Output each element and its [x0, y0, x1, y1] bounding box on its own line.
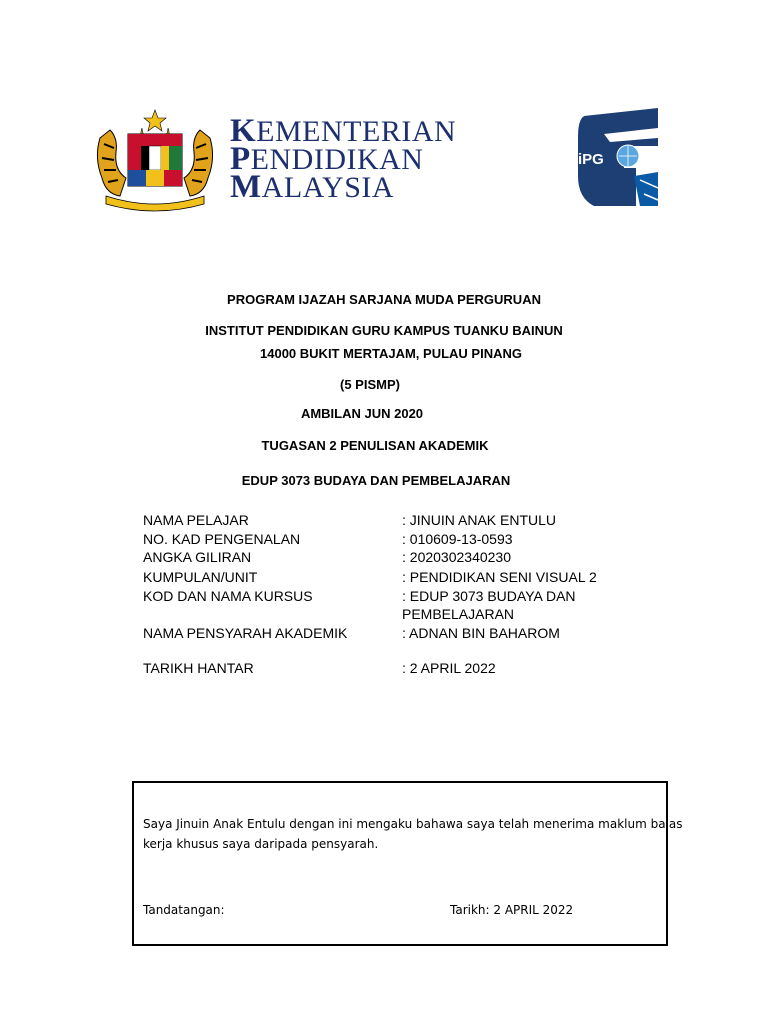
info-value-lecturer: : ADNAN BIN BAHAROM: [402, 625, 560, 641]
info-label-ic-number: NO. KAD PENGENALAN: [143, 531, 301, 547]
declaration-line-1: Saya Jinuin Anak Entulu dengan ini mengaku bahawa saya telah menerima maklum balas: [143, 817, 683, 831]
info-label-submission-date: TARIKH HANTAR: [143, 660, 254, 676]
declaration-date: Tarikh: 2 APRIL 2022: [450, 903, 574, 917]
ipg-logo-icon: [574, 106, 658, 208]
info-label-course: KOD DAN NAMA KURSUS: [143, 588, 313, 604]
info-value-submission-date: : 2 APRIL 2022: [402, 660, 496, 676]
info-value-student-name: : JINUIN ANAK ENTULU: [402, 512, 557, 528]
info-value-ic-number: : 010609-13-0593: [402, 531, 513, 547]
assignment-title: TUGASAN 2 PENULISAN AKADEMIK: [261, 438, 489, 453]
institute-name: INSTITUT PENDIDIKAN GURU KAMPUS TUANKU BAINUN: [205, 323, 563, 338]
info-label-lecturer: NAMA PENSYARAH AKADEMIK: [143, 625, 348, 641]
institute-address: 14000 BUKIT MERTAJAM, PULAU PINANG: [260, 346, 522, 361]
course-title: EDUP 3073 BUDAYA DAN PEMBELAJARAN: [241, 473, 511, 488]
intake: AMBILAN JUN 2020: [300, 406, 424, 421]
info-value-group: : PENDIDIKAN SENI VISUAL 2: [402, 569, 597, 585]
info-value-index-number: : 2020302340230: [402, 549, 511, 565]
declaration-line-2: kerja khusus saya daripada pensyarah.: [143, 837, 379, 851]
ministry-line-1: KEMENTERIAN: [230, 113, 457, 149]
cohort: (5 PISMP): [340, 377, 400, 392]
info-label-group: KUMPULAN/UNIT: [143, 569, 258, 585]
info-value-course: : EDUP 3073 BUDAYA DAN: [402, 588, 576, 604]
ipg-logo-text: iPG: [578, 151, 604, 168]
info-value-course-cont: PEMBELAJARAN: [402, 606, 515, 622]
ministry-line-3: MALAYSIA: [230, 169, 395, 205]
signature-label: Tandatangan:: [143, 903, 225, 917]
declaration-box: [132, 781, 683, 946]
coat-of-arms-icon: [92, 108, 218, 212]
ministry-line-2: PENDIDIKAN: [230, 141, 424, 177]
program-title: PROGRAM IJAZAH SARJANA MUDA PERGURUAN: [227, 292, 541, 307]
info-label-index-number: ANGKA GILIRAN: [143, 549, 252, 565]
info-label-student-name: NAMA PELAJAR: [143, 512, 249, 528]
